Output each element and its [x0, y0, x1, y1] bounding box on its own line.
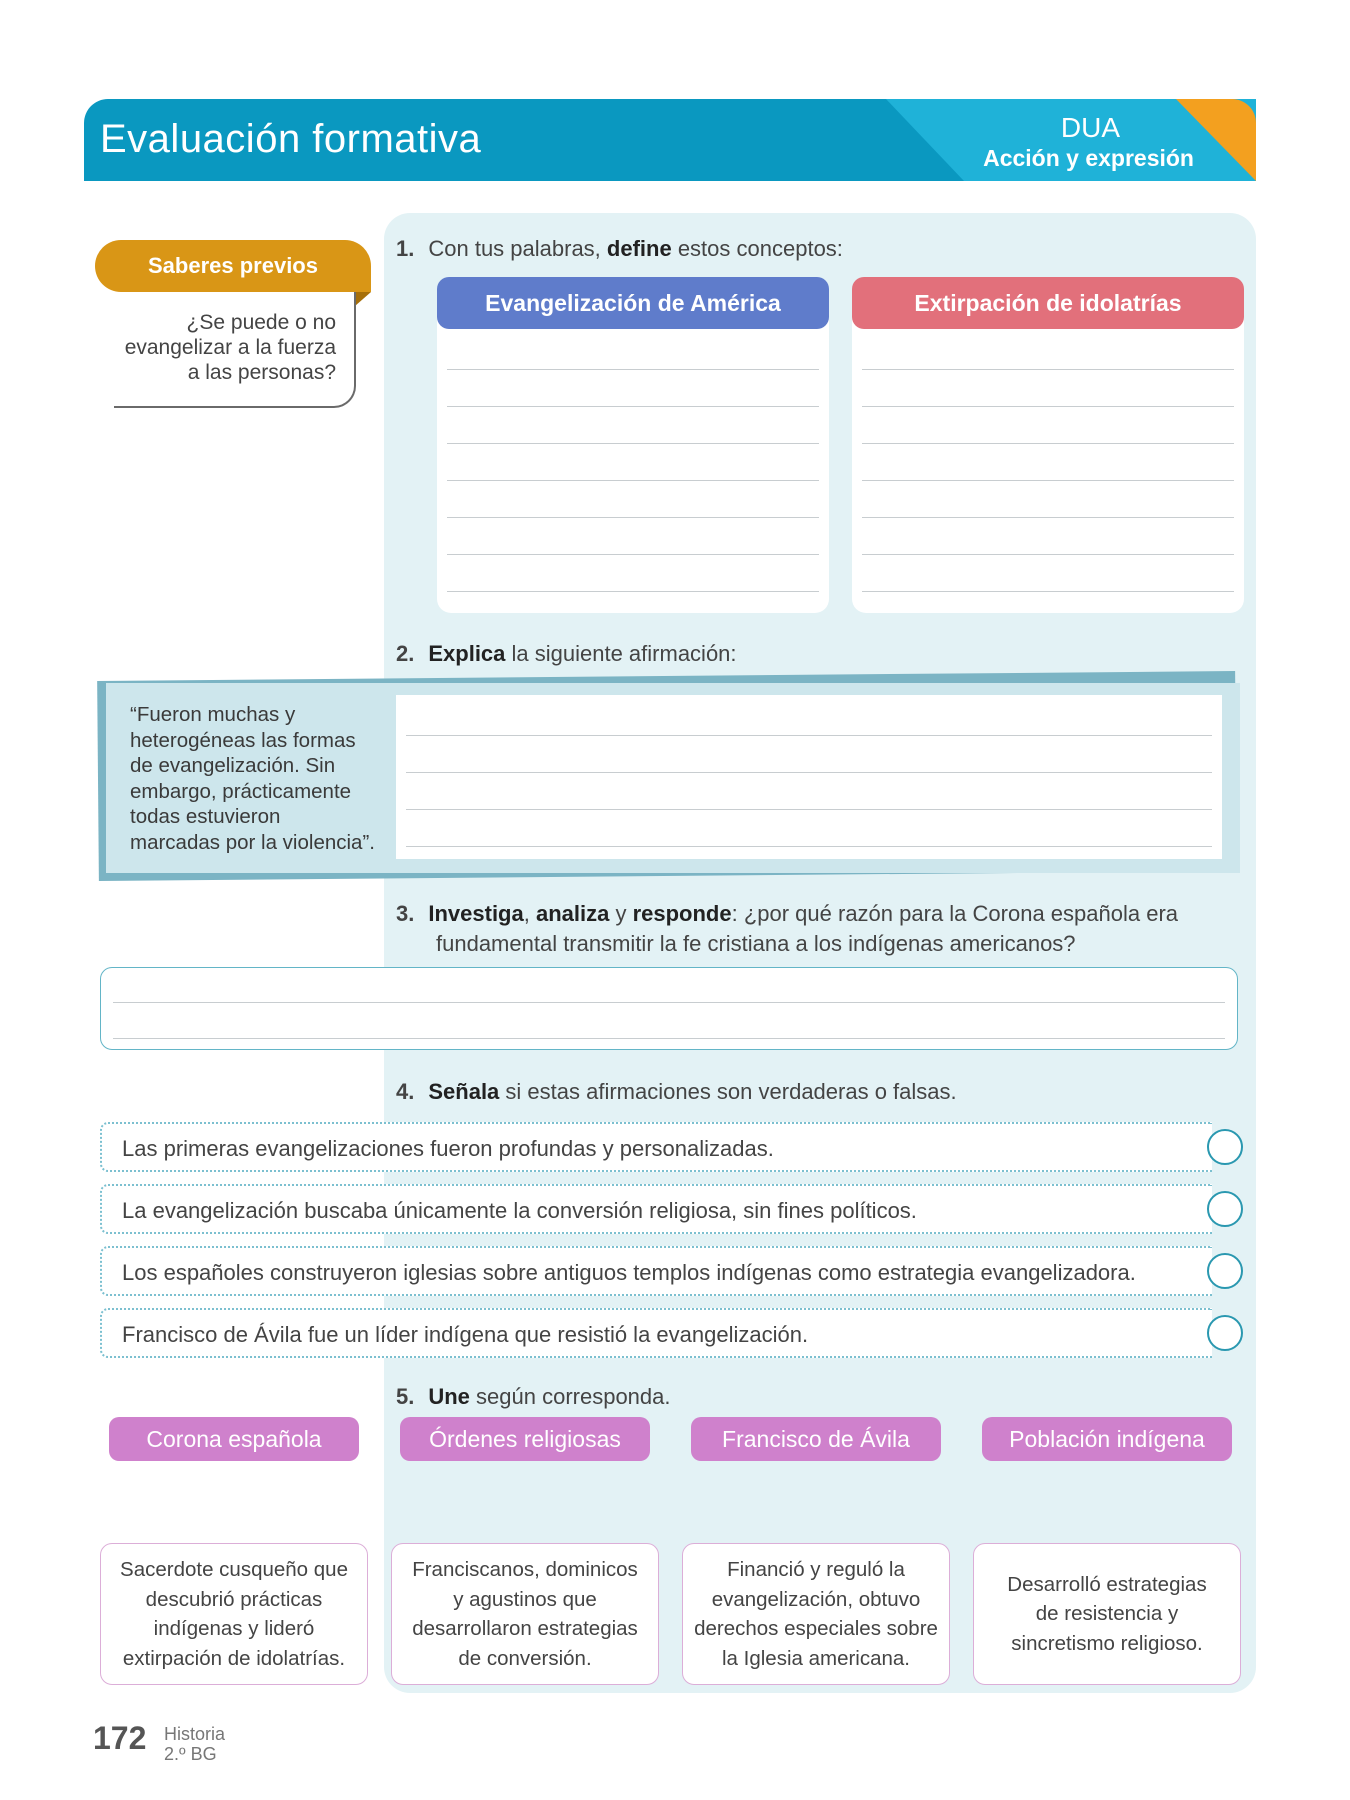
- question-verb: Investiga: [428, 901, 524, 926]
- q3-answer-area[interactable]: [100, 967, 1238, 1050]
- match-description-line: indígenas y lideró: [153, 1617, 315, 1640]
- subject-name: Historia: [164, 1724, 226, 1744]
- page-subject: [164, 1724, 225, 1764]
- tf-statement: Francisco de Ávila fue un líder indígena que resistió la evangelización.: [122, 1322, 809, 1347]
- tf-statement-row: [100, 1246, 1212, 1296]
- question-text: estos conceptos:: [671, 236, 843, 261]
- question-text: Con tus palabras,: [428, 236, 607, 261]
- page-number: 172: [93, 1720, 147, 1756]
- question-verb: Une: [428, 1384, 470, 1409]
- question-text: según corresponda.: [469, 1384, 671, 1409]
- match-term-poblacion[interactable]: Población indígena: [982, 1417, 1232, 1461]
- tf-answer-circle[interactable]: [1207, 1315, 1243, 1351]
- question-4: [396, 1079, 957, 1105]
- match-description-line: Financió y reguló la: [727, 1558, 905, 1581]
- question-2: [396, 641, 737, 667]
- tf-answer-circle[interactable]: [1207, 1191, 1243, 1227]
- question-text: la siguiente afirmación:: [505, 641, 737, 666]
- saberes-question-line: ¿Se puede o no: [186, 311, 336, 334]
- header-banner: [84, 99, 1256, 181]
- match-description-line: de conversión.: [458, 1646, 592, 1670]
- question-verb: define: [606, 236, 672, 261]
- quote-line: “Fueron muchas y: [130, 703, 296, 726]
- match-description-line: desarrollaron estrategias: [412, 1617, 638, 1640]
- tf-statement: Las primeras evangelizaciones fueron profundas y personalizadas.: [122, 1136, 774, 1161]
- tf-statement-row: [100, 1308, 1212, 1358]
- match-description-line: derechos especiales sobre: [694, 1617, 938, 1640]
- quote-line: de evangelización. Sin: [130, 754, 336, 777]
- question-text: y: [609, 901, 633, 926]
- tf-statement-row: [100, 1122, 1212, 1172]
- match-description[interactable]: [973, 1543, 1241, 1685]
- tf-answer-circle[interactable]: [1207, 1253, 1243, 1289]
- match-description-line: Desarrolló estrategias: [1007, 1572, 1207, 1596]
- match-description[interactable]: [682, 1543, 950, 1685]
- match-description-line: descubrió prácticas: [145, 1587, 323, 1611]
- question-number: 1.: [396, 236, 415, 261]
- question-verb: Explica: [428, 641, 506, 666]
- question-number: 5.: [396, 1384, 415, 1409]
- match-description-line: la Iglesia americana.: [721, 1646, 910, 1670]
- question-number: 2.: [396, 641, 415, 666]
- question-5: [396, 1384, 671, 1410]
- dua-title: DUA: [1060, 112, 1120, 143]
- match-description-line: Franciscanos, dominicos: [412, 1558, 638, 1581]
- match-description[interactable]: [100, 1543, 368, 1685]
- quote-line: todas estuvieron: [130, 805, 281, 828]
- saberes-question-line: a las personas?: [187, 361, 336, 384]
- match-description[interactable]: [391, 1543, 659, 1685]
- saberes-question-line: evangelizar a la fuerza: [124, 336, 336, 359]
- match-term-avila[interactable]: Francisco de Ávila: [691, 1417, 941, 1461]
- question-3: [396, 899, 1242, 959]
- concept-card-evangelizacion[interactable]: [437, 277, 829, 613]
- tf-statement: Los españoles construyeron iglesias sobre antiguos templos indígenas como estrategia evangelizadora.: [122, 1260, 1136, 1285]
- saberes-question: [120, 310, 336, 385]
- saberes-previos-tab: Saberes previos: [95, 240, 371, 292]
- question-number: 3.: [396, 901, 415, 926]
- tf-statement: La evangelización buscaba únicamente la conversión religiosa, sin fines políticos.: [122, 1198, 917, 1223]
- question-text: fundamental transmitir la fe cristiana a los indígenas americanos?: [436, 931, 1076, 956]
- tab-fold: [355, 292, 371, 306]
- grade-level: 2.º BG: [164, 1744, 217, 1764]
- match-description-line: sincretismo religioso.: [1011, 1631, 1203, 1655]
- concept-card-title: Evangelización de América: [437, 277, 829, 329]
- match-description-line: y agustinos que: [453, 1587, 597, 1611]
- question-verb: responde: [632, 901, 732, 926]
- quote-line: embargo, prácticamente: [130, 779, 352, 803]
- concept-card-title: Extirpación de idolatrías: [852, 277, 1244, 329]
- question-verb: analiza: [535, 901, 610, 926]
- dua-subtitle: Acción y expresión: [983, 145, 1194, 171]
- match-term-ordenes[interactable]: Órdenes religiosas: [400, 1417, 650, 1461]
- tf-answer-circle[interactable]: [1207, 1129, 1243, 1165]
- quote-line: marcadas por la violencia”.: [130, 830, 375, 854]
- page-title: Evaluación formativa: [100, 117, 482, 161]
- question-text: si estas afirmaciones son verdaderas o falsas.: [499, 1079, 957, 1104]
- quote-text: [130, 702, 390, 855]
- tf-statement-row: [100, 1184, 1212, 1234]
- quote-line: heterogéneas las formas: [130, 728, 356, 752]
- match-description-line: Sacerdote cusqueño que: [120, 1558, 348, 1581]
- match-description-line: de resistencia y: [1035, 1602, 1179, 1626]
- question-text: ,: [523, 901, 536, 926]
- match-description-line: extirpación de idolatrías.: [122, 1646, 346, 1670]
- question-verb: Señala: [428, 1079, 500, 1104]
- concept-card-extirpacion[interactable]: [852, 277, 1244, 613]
- question-number: 4.: [396, 1079, 415, 1104]
- match-description-line: evangelización, obtuvo: [711, 1587, 921, 1611]
- question-text: : ¿por qué razón para la Corona española era: [731, 901, 1179, 926]
- explanation-answer-area[interactable]: [396, 695, 1222, 859]
- question-1: [396, 236, 843, 262]
- match-term-corona[interactable]: Corona española: [109, 1417, 359, 1461]
